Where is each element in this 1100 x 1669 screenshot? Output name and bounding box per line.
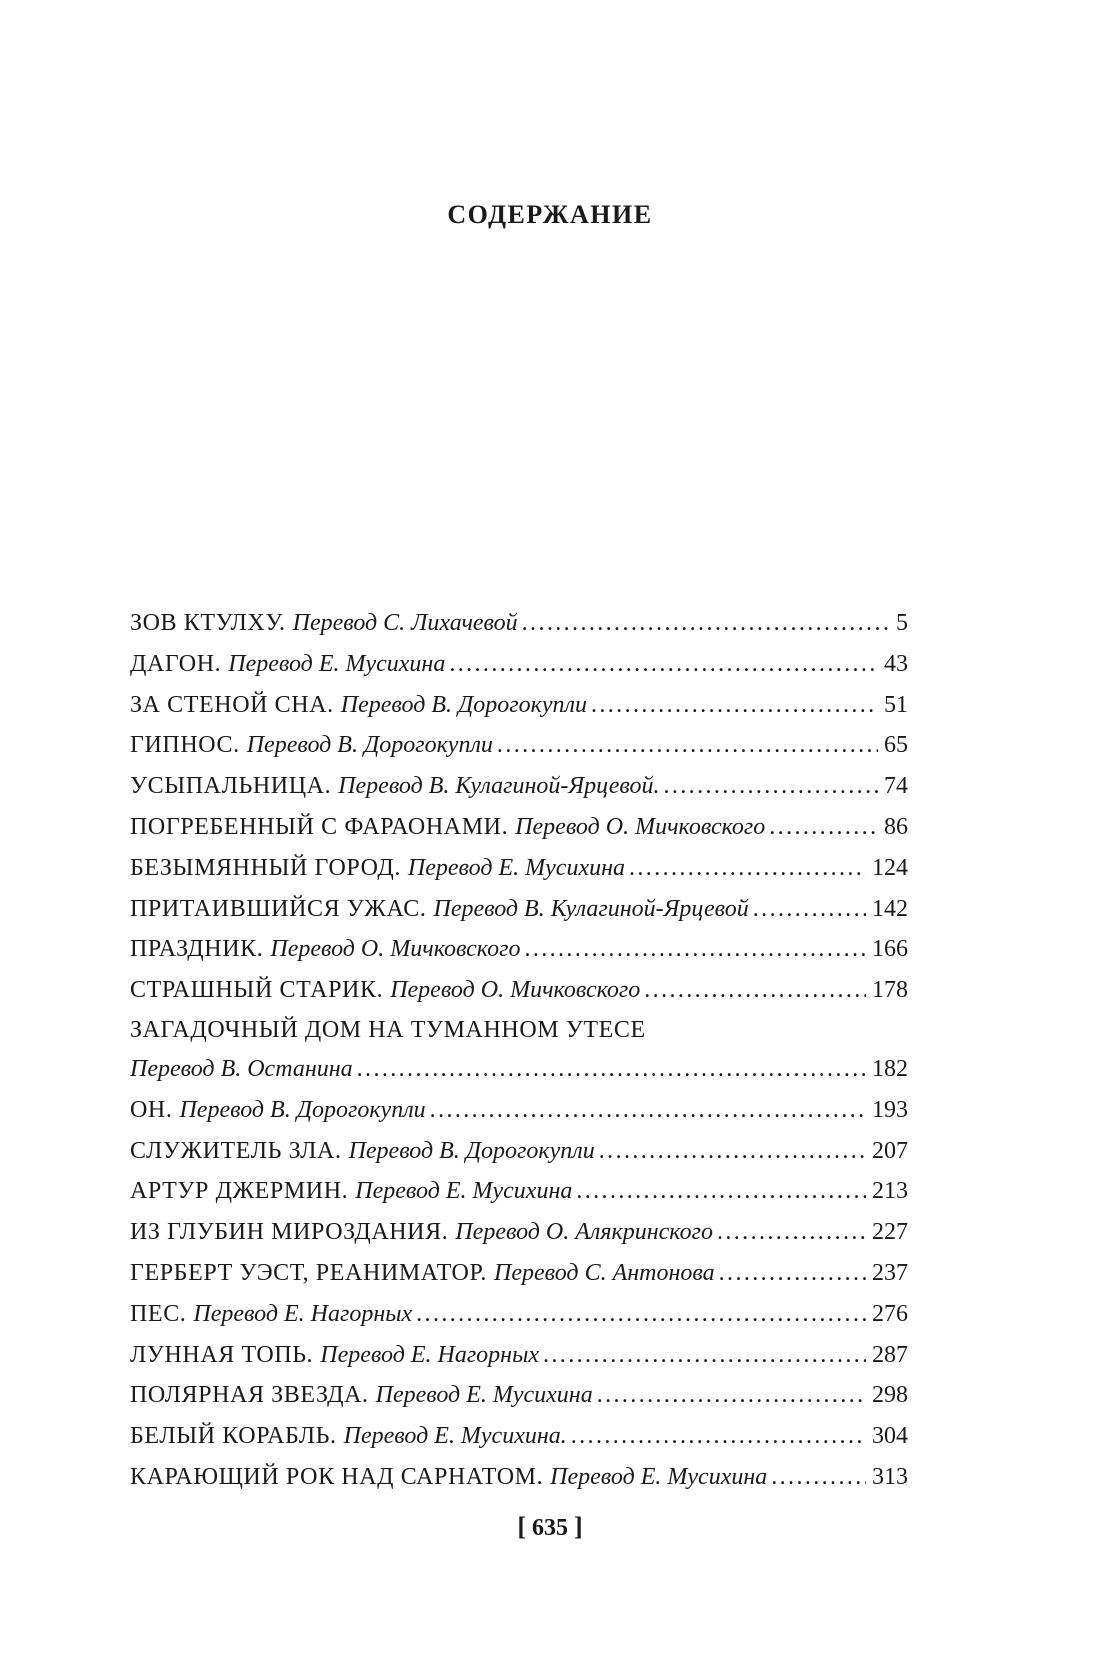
toc-entry-title: БЕЛЫЙ КОРАБЛЬ. xyxy=(130,1423,337,1450)
toc-leader-dots xyxy=(357,1049,866,1090)
toc-entry[interactable] xyxy=(130,1335,908,1376)
toc-entry[interactable] xyxy=(130,1416,908,1457)
toc-entry-title: ЛУННАЯ ТОПЬ. xyxy=(130,1341,314,1368)
toc-leader-dots xyxy=(543,1335,866,1376)
toc-entry-page: 287 xyxy=(872,1341,908,1368)
toc-entry-title: ПРИТАИВШИЙСЯ УЖАС. xyxy=(130,895,427,922)
toc-entry-title: КАРАЮЩИЙ РОК НАД САРНАТОМ. xyxy=(130,1463,544,1490)
toc-entry-translator: Перевод В. Дорогокупли xyxy=(246,732,493,759)
toc-entry-page: 298 xyxy=(872,1382,908,1409)
toc-entry-title: АРТУР ДЖЕРМИН. xyxy=(130,1178,349,1205)
toc-entry-title: ОН. xyxy=(130,1096,173,1123)
toc-leader-dots xyxy=(430,1090,866,1131)
toc-entry[interactable] xyxy=(130,1171,908,1212)
toc-entry-translator: Перевод В. Останина xyxy=(130,1055,353,1082)
toc-entry[interactable] xyxy=(130,1090,908,1131)
toc-entry[interactable] xyxy=(130,1253,908,1294)
page-number xyxy=(0,1512,1100,1542)
toc-leader-dots xyxy=(771,1457,866,1498)
toc-entry-page: 182 xyxy=(872,1055,908,1082)
toc-leader-dots xyxy=(576,1171,866,1212)
toc-entry-title: ЗОВ КТУЛХУ. xyxy=(130,610,286,636)
toc-entry-title: ГЕРБЕРТ УЭСТ, РЕАНИМАТОР. xyxy=(130,1259,487,1286)
toc-entry-title: ПРАЗДНИК. xyxy=(130,936,264,963)
toc-leader-dots xyxy=(663,766,878,807)
toc-entry[interactable] xyxy=(130,1131,908,1172)
toc-entry-translator: Перевод О. Мичковского xyxy=(390,977,641,1004)
toc-entry-title: БЕЗЫМЯННЫЙ ГОРОД. xyxy=(130,854,401,881)
toc-entry[interactable] xyxy=(130,1212,908,1253)
toc-entry[interactable] xyxy=(130,603,908,644)
toc-entry-translator: Перевод Е. Нагорных xyxy=(193,1300,413,1327)
toc-entry[interactable] xyxy=(130,1049,908,1090)
toc-entry-title: ИЗ ГЛУБИН МИРОЗДАНИЯ. xyxy=(130,1219,449,1246)
toc-entry-page: 86 xyxy=(884,813,908,840)
toc-entry-translator: Перевод Е. Нагорных xyxy=(320,1341,539,1368)
toc-entry-title: ГИПНОС. xyxy=(130,732,240,759)
toc-entry-title: СТРАШНЫЙ СТАРИК. xyxy=(130,977,384,1004)
toc-entry-page: 207 xyxy=(872,1137,908,1164)
toc-entry[interactable] xyxy=(130,1375,908,1416)
toc-entry[interactable] xyxy=(130,725,908,766)
toc-entry-title: СЛУЖИТЕЛЬ ЗЛА. xyxy=(130,1137,342,1164)
toc-entry-translator: Перевод В. Дорогокупли xyxy=(348,1137,595,1164)
toc-entry-translator: Перевод Е. Мусихина xyxy=(407,854,625,881)
toc-entry-page: 166 xyxy=(872,936,908,963)
toc-entry-page: 237 xyxy=(872,1259,908,1286)
toc-entry[interactable] xyxy=(130,766,908,807)
toc-entry-translator: Перевод С. Антонова xyxy=(494,1259,715,1286)
toc-entry-page: 227 xyxy=(872,1219,908,1246)
toc-entry-page: 213 xyxy=(872,1178,908,1205)
toc-entry-page: 5 xyxy=(896,610,908,636)
toc-entry[interactable] xyxy=(130,807,908,848)
toc-entry-translator: Перевод В. Кулагиной-Ярцевой xyxy=(433,895,749,922)
toc-entry[interactable] xyxy=(130,1457,908,1498)
page-number-open-bracket: [ xyxy=(517,1512,526,1541)
toc-entry-page: 142 xyxy=(872,895,908,922)
toc-entry-page: 124 xyxy=(872,854,908,881)
toc-entry[interactable] xyxy=(130,848,908,889)
toc-entry-translator: Перевод О. Алякринского xyxy=(455,1219,713,1246)
toc-entry-title: ЗА СТЕНОЙ СНА. xyxy=(130,691,334,718)
toc-entry-translator: Перевод Е. Мусихина. xyxy=(343,1423,567,1450)
toc-entry-page: 178 xyxy=(872,977,908,1004)
toc-leader-dots xyxy=(591,685,878,726)
toc-entry-translator: Перевод С. Лихачевой xyxy=(292,610,518,636)
toc-entry-page: 304 xyxy=(872,1423,908,1450)
page-number-value: 635 xyxy=(532,1515,568,1541)
toc-entry-translator: Перевод В. Кулагиной-Ярцевой. xyxy=(338,773,660,800)
toc-entry-page: 313 xyxy=(872,1463,908,1490)
toc-leader-dots xyxy=(644,970,866,1011)
page-title: СОДЕРЖАНИЕ xyxy=(447,200,653,229)
table-of-contents xyxy=(130,603,908,1498)
toc-entry[interactable] xyxy=(130,970,908,1011)
toc-entry[interactable] xyxy=(130,685,908,726)
toc-leader-dots xyxy=(524,929,866,970)
toc-entry[interactable] xyxy=(130,929,908,970)
toc-entry-page: 193 xyxy=(872,1096,908,1123)
toc-entry-translator: Перевод В. Дорогокупли xyxy=(340,691,587,718)
toc-entry-translator: Перевод О. Мичковского xyxy=(270,936,521,963)
toc-entry-page: 65 xyxy=(884,732,908,759)
toc-leader-dots xyxy=(522,603,890,644)
toc-leader-dots xyxy=(599,1131,866,1172)
toc-entry-translator: Перевод В. Дорогокупли xyxy=(179,1096,426,1123)
toc-leader-dots xyxy=(497,725,878,766)
page-number-close-bracket: ] xyxy=(574,1512,583,1541)
toc-entry-translator: Перевод Е. Мусихина xyxy=(550,1463,768,1490)
toc-entry[interactable] xyxy=(130,889,908,930)
toc-entry[interactable] xyxy=(130,644,908,685)
toc-entry-title: ПЕС. xyxy=(130,1300,187,1327)
toc-entry-title[interactable]: ЗАГАДОЧНЫЙ ДОМ НА ТУМАННОМ УТЕСЕ xyxy=(130,1016,646,1043)
toc-entry-title: ДАГОН. xyxy=(130,650,222,677)
toc-entry[interactable] xyxy=(130,1294,908,1335)
toc-leader-dots xyxy=(769,807,878,848)
toc-entry-page: 74 xyxy=(884,773,908,800)
toc-entry-page: 51 xyxy=(884,691,908,718)
toc-entry-translator: Перевод Е. Мусихина xyxy=(228,650,446,677)
toc-entry-translator: Перевод О. Мичковского xyxy=(515,813,766,840)
toc-leader-dots xyxy=(753,889,866,930)
toc-leader-dots xyxy=(597,1375,866,1416)
toc-leader-dots xyxy=(717,1212,866,1253)
toc-entry-translator: Перевод Е. Мусихина xyxy=(375,1382,593,1409)
toc-entry-title: ПОЛЯРНАЯ ЗВЕЗДА. xyxy=(130,1382,369,1409)
toc-entry-title: УСЫПАЛЬНИЦА. xyxy=(130,773,332,800)
toc-leader-dots xyxy=(719,1253,866,1294)
toc-entry-page: 276 xyxy=(872,1300,908,1327)
toc-leader-dots xyxy=(629,848,866,889)
toc-entry-title: ПОГРЕБЕННЫЙ С ФАРАОНАМИ. xyxy=(130,813,509,840)
toc-entry-page: 43 xyxy=(884,650,908,677)
toc-leader-dots xyxy=(416,1294,866,1335)
toc-entry-translator: Перевод Е. Мусихина xyxy=(355,1178,573,1205)
toc-leader-dots xyxy=(571,1416,866,1457)
toc-leader-dots xyxy=(449,644,878,685)
